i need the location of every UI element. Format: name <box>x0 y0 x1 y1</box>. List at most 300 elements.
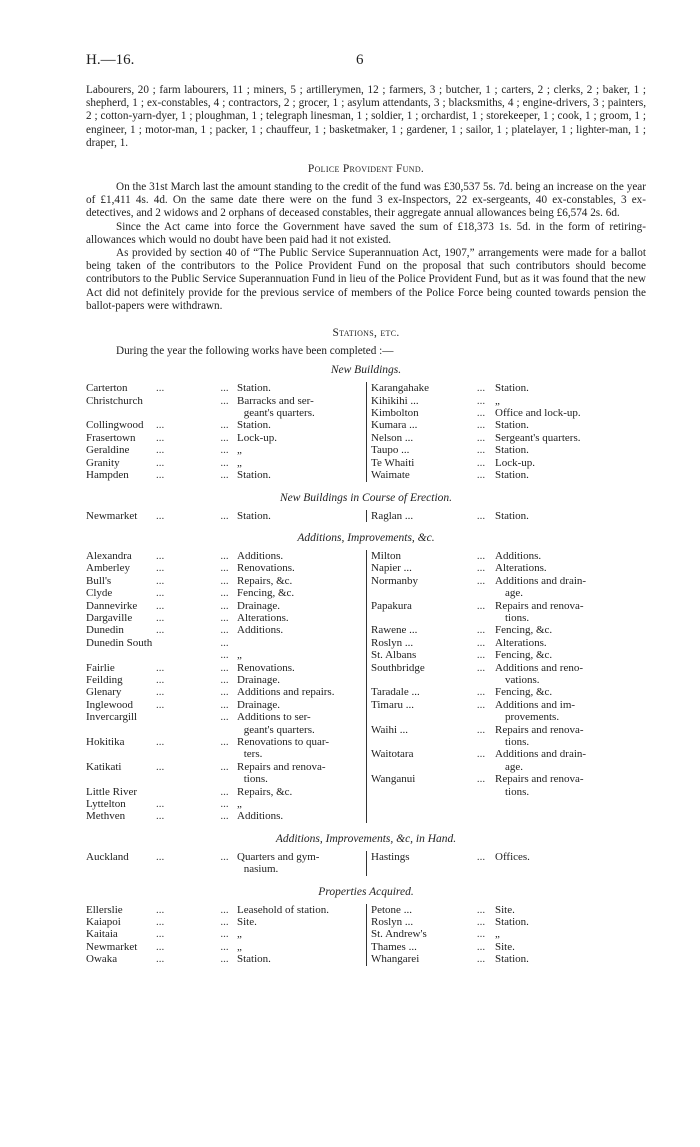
section-table <box>86 510 646 522</box>
leader-dots: ... <box>220 394 229 407</box>
table-row <box>86 761 366 773</box>
place-name: Invercargill <box>86 711 138 724</box>
table-row <box>371 686 646 698</box>
leader-dots: ... <box>220 599 229 612</box>
place-name: Hokitika <box>86 736 125 748</box>
place-name: Thames ... <box>371 940 417 953</box>
table-row <box>86 510 366 522</box>
place-name: Raglan ... <box>371 509 414 522</box>
work-description: Station. <box>237 509 271 522</box>
leader-dots: ... <box>220 624 229 637</box>
table-column-left <box>86 510 366 522</box>
table-row <box>86 941 366 953</box>
table-row <box>371 773 646 785</box>
section-title: New Buildings. <box>330 364 402 377</box>
place-name: Kaitaia <box>86 928 118 941</box>
place-name: Glenary <box>86 686 122 699</box>
work-description: „ <box>495 394 500 407</box>
place-name: Roslyn ... <box>371 916 414 929</box>
work-description: „ <box>237 649 242 662</box>
work-description: Renovations. <box>237 661 295 674</box>
place-name <box>371 786 467 798</box>
place-name: Whangarei <box>371 953 420 966</box>
work-description: ters. <box>243 748 263 761</box>
table-row <box>371 699 646 711</box>
work-description: Barracks and ser- <box>237 394 314 407</box>
leader-dots: ... <box>476 661 486 674</box>
place-name: Frasertown <box>86 431 136 444</box>
table-row <box>86 562 366 574</box>
table-row <box>371 562 646 574</box>
place-name: Milton <box>371 549 401 562</box>
leader-dots: ... <box>156 624 165 637</box>
work-description: tions. <box>505 611 530 624</box>
work-description: Site. <box>495 940 515 953</box>
table-row <box>371 674 646 686</box>
table-row <box>371 711 646 723</box>
table-row <box>86 550 366 562</box>
section-table <box>86 382 646 481</box>
leader-dots: ... <box>156 419 165 432</box>
leader-dots: ... <box>476 444 486 457</box>
work-description: geant's quarters. <box>243 723 315 736</box>
leader-dots <box>154 724 209 736</box>
place-name: Rawene ... <box>371 624 418 637</box>
leader-dots: ... <box>220 431 229 444</box>
place-name: Kaiapoi <box>86 916 121 929</box>
place-name: Normanby <box>371 574 419 587</box>
place-name: Ellerslie <box>86 903 123 916</box>
table-row <box>86 863 366 875</box>
work-description: Station. <box>495 469 529 482</box>
leader-dots <box>467 736 495 748</box>
work-description: „ <box>237 456 242 469</box>
leader-dots: ... <box>476 574 486 587</box>
place-name: Clyde <box>86 587 113 600</box>
report-reference: H.—16. <box>86 52 135 68</box>
place-name: Hastings <box>371 850 410 863</box>
leader-dots: ... <box>476 773 486 786</box>
place-name: St. Andrew's <box>371 928 427 941</box>
provident-heading: Police Provident Fund. <box>307 163 425 176</box>
leader-dots <box>467 674 495 686</box>
leader-dots: ... <box>476 382 486 395</box>
place-name: Nelson ... <box>371 431 414 444</box>
provident-paragraph-2: Since the Act came into force the Government have saved the sum of £18,373 1s. 5d. in the form of retiring-allowances which would no doubt have been paid had it not existed. <box>86 220 646 246</box>
leader-dots <box>154 863 209 875</box>
table-row <box>371 953 646 965</box>
work-description: Lock-up. <box>237 431 278 444</box>
work-description: Repairs and renova- <box>495 723 584 736</box>
place-name: Kihikihi ... <box>371 394 419 407</box>
work-description: tions. <box>505 736 530 748</box>
work-description: Additions to ser- <box>237 711 311 724</box>
table-row <box>86 798 366 810</box>
leader-dots <box>209 773 233 785</box>
work-description: Alterations. <box>495 562 547 575</box>
place-name: Waihi ... <box>371 723 408 736</box>
table-column-right <box>366 851 646 876</box>
place-name: Papakura <box>371 599 412 612</box>
table-row <box>86 395 366 407</box>
table-row <box>86 407 366 419</box>
leader-dots: ... <box>220 785 229 798</box>
place-name: Te Whaiti <box>371 456 415 469</box>
place-name: Little River <box>86 785 138 798</box>
leader-dots <box>467 761 495 773</box>
place-name: Dannevirke <box>86 599 138 612</box>
leader-dots: ... <box>476 407 486 420</box>
table-row <box>86 587 366 599</box>
leader-dots: ... <box>156 661 165 674</box>
leader-dots: ... <box>156 574 165 587</box>
work-description: Site. <box>237 916 257 929</box>
work-description: provements. <box>505 711 560 724</box>
place-name: Lyttelton <box>86 798 126 811</box>
section-table <box>86 851 646 876</box>
work-description: Additions. <box>237 624 284 637</box>
work-description: Repairs and renova- <box>495 599 584 612</box>
place-name: Carterton <box>86 382 128 395</box>
work-description: Station. <box>237 469 271 482</box>
leader-dots: ... <box>156 509 165 522</box>
leader-dots: ... <box>156 673 165 686</box>
work-description: Site. <box>495 903 515 916</box>
place-name: Dunedin <box>86 624 124 637</box>
occupations-paragraph: Labourers, 20 ; farm labourers, 11 ; miners, 5 ; artillerymen, 12 ; farmers, 3 ; butcher, 1 ; carters, 2 ; clerks, 2 ; baker, 1 ; shepherd, 1 ; ex-constables, 4 ; contractors, 2 ; grocer, 1 ; asylum attendants, 3 ; blacksmiths, 4 ; engine-drivers, 3 ; painters, 2 ; cotton-yarn-dyer, 1 ; ploughman, 1 ; telegraph linesman, 1 ; soldier, 1 ; orchardist, 1 ; storekeeper, 1 ; cook, 1 ; groom, 1 ; engineer, 1 ; motor-man, 1 ; packer, 1 ; chauffeur, 1 ; basketmaker, 1 ; gardener, 1 ; sailor, 1 ; platelayer, 1 ; lighter-man, 1 ; draper, 1. <box>86 84 646 149</box>
leader-dots: ... <box>476 953 486 966</box>
leader-dots: ... <box>156 562 165 575</box>
leader-dots: ... <box>156 953 165 966</box>
leader-dots <box>209 724 233 736</box>
leader-dots: ... <box>476 549 486 562</box>
leader-dots: ... <box>476 394 486 407</box>
leader-dots: ... <box>156 810 165 823</box>
work-description: Drainage. <box>237 673 281 686</box>
place-name: Newmarket <box>86 509 138 522</box>
place-name <box>86 407 154 419</box>
place-name: Dargaville <box>86 611 133 624</box>
work-description: Station. <box>495 419 529 432</box>
leader-dots: ... <box>220 611 229 624</box>
place-name <box>371 711 467 723</box>
place-name: Inglewood <box>86 698 134 711</box>
place-name: Hampden <box>86 469 129 482</box>
table-row <box>371 510 646 522</box>
leader-dots: ... <box>476 916 486 929</box>
table-row <box>371 550 646 562</box>
leader-dots: ... <box>220 509 229 522</box>
table-row <box>371 724 646 736</box>
leader-dots <box>156 395 212 407</box>
place-name: Katikati <box>86 760 122 773</box>
place-name: St. Albans <box>371 649 417 662</box>
place-name: Taupo ... <box>371 444 410 457</box>
work-description: Repairs and renova- <box>495 773 584 786</box>
work-description: Repairs, &c. <box>237 785 293 798</box>
leader-dots: ... <box>220 760 229 773</box>
table-row <box>371 649 646 661</box>
work-description: Station. <box>237 382 271 395</box>
leader-dots: ... <box>220 673 229 686</box>
leader-dots <box>209 863 233 875</box>
leader-dots: ... <box>476 419 486 432</box>
place-name: Dunedin South <box>86 636 153 649</box>
leader-dots: ... <box>220 810 229 823</box>
table-row <box>371 382 646 394</box>
page-number: 6 <box>356 52 364 68</box>
leader-dots: ... <box>220 698 229 711</box>
table-row <box>371 612 646 624</box>
work-description: Repairs, &c. <box>237 574 293 587</box>
table-row <box>371 624 646 636</box>
leader-dots: ... <box>476 624 486 637</box>
leader-dots <box>209 407 233 419</box>
section-title: Properties Acquired. <box>318 885 414 898</box>
place-name: Karangahake <box>371 382 430 395</box>
place-name: Newmarket <box>86 940 138 953</box>
leader-dots <box>156 649 212 661</box>
leader-dots: ... <box>156 599 165 612</box>
leader-dots <box>154 407 209 419</box>
leader-dots <box>467 612 495 624</box>
leader-dots: ... <box>220 903 229 916</box>
leader-dots: ... <box>156 798 165 811</box>
leader-dots: ... <box>220 686 229 699</box>
work-description: Renovations. <box>237 562 295 575</box>
table-row <box>371 407 646 419</box>
leader-dots: ... <box>156 850 165 863</box>
leader-dots: ... <box>220 711 229 724</box>
table-row <box>371 904 646 916</box>
table-row <box>86 444 366 456</box>
table-row <box>371 662 646 674</box>
document-page <box>86 52 646 966</box>
work-description: Station. <box>495 953 529 966</box>
place-name: Alexandra <box>86 549 132 562</box>
work-description: Office and lock-up. <box>495 407 581 420</box>
place-name: Collingwood <box>86 419 144 432</box>
leader-dots: ... <box>220 587 229 600</box>
work-description: Station. <box>495 444 529 457</box>
leader-dots: ... <box>156 928 165 941</box>
leader-dots <box>467 711 495 723</box>
place-name: Timaru ... <box>371 698 414 711</box>
work-description: Fencing, &c. <box>237 587 295 600</box>
place-name: Christchurch <box>86 394 143 407</box>
stations-heading: Stations, etc. <box>332 327 400 340</box>
table-row <box>86 649 366 661</box>
work-description: Offices. <box>495 850 530 863</box>
place-name: Roslyn ... <box>371 636 414 649</box>
table-row <box>86 469 366 481</box>
table-column-right <box>366 382 646 481</box>
table-row <box>86 711 366 723</box>
leader-dots <box>156 711 212 723</box>
work-description: tions. <box>243 773 268 786</box>
leader-dots: ... <box>220 649 229 662</box>
leader-dots: ... <box>476 686 486 699</box>
work-description: „ <box>237 928 242 941</box>
table-row <box>86 612 366 624</box>
table-row <box>86 736 366 748</box>
table-row <box>86 674 366 686</box>
leader-dots: ... <box>476 431 486 444</box>
table-row <box>86 773 366 785</box>
place-name <box>371 674 467 686</box>
work-description: „ <box>237 940 242 953</box>
leader-dots: ... <box>476 469 486 482</box>
leader-dots: ... <box>156 456 165 469</box>
work-description: „ <box>495 928 500 941</box>
leader-dots: ... <box>476 850 486 863</box>
table-row <box>86 953 366 965</box>
leader-dots: ... <box>156 469 165 482</box>
leader-dots: ... <box>220 940 229 953</box>
leader-dots: ... <box>220 916 229 929</box>
table-row <box>86 851 366 863</box>
place-name: Fairlie <box>86 661 115 674</box>
section-table <box>86 550 646 823</box>
work-description: Additions. <box>495 549 542 562</box>
leader-dots: ... <box>156 611 165 624</box>
work-description: Station. <box>237 419 271 432</box>
leader-dots: ... <box>476 599 486 612</box>
leader-dots: ... <box>156 940 165 953</box>
work-description: Additions and drain- <box>495 748 587 761</box>
place-name: Petone ... <box>371 903 412 916</box>
leader-dots: ... <box>220 562 229 575</box>
work-description: Additions. <box>237 549 284 562</box>
table-row <box>86 699 366 711</box>
table-row <box>86 382 366 394</box>
place-name <box>371 612 467 624</box>
work-description: Station. <box>495 382 529 395</box>
leader-dots <box>156 786 212 798</box>
section-table <box>86 904 646 966</box>
table-column-right <box>366 904 646 966</box>
place-name: Waitotara <box>371 748 414 761</box>
leader-dots: ... <box>156 444 165 457</box>
leader-dots: ... <box>220 928 229 941</box>
leader-dots: ... <box>476 456 486 469</box>
leader-dots: ... <box>220 798 229 811</box>
place-name <box>86 748 154 760</box>
work-description: Station. <box>237 953 271 966</box>
table-row <box>86 637 366 649</box>
table-row <box>371 444 646 456</box>
place-name: Granity <box>86 456 120 469</box>
leader-dots: ... <box>476 928 486 941</box>
provident-paragraph-3: As provided by section 40 of “The Public Service Superannuation Act, 1907,” arrangements were made for a ballot being taken of the contributors to the Police Provident Fund on the proposal that such contributors should become contributors to the Public Service Superannuation Fund in lieu of the Police Provident Fund, but as it was found that the new Act did not definitely provide for the previous service of members of the Police Force being counted towards pension the ballot-papers were withdrawn. <box>86 247 646 312</box>
table-row <box>86 686 366 698</box>
work-description: Additions. <box>237 810 284 823</box>
place-name: Waimate <box>371 469 410 482</box>
leader-dots: ... <box>220 736 229 748</box>
work-description <box>237 637 362 649</box>
table-row <box>86 916 366 928</box>
place-name: Kumara ... <box>371 419 418 432</box>
leader-dots <box>467 786 495 798</box>
place-name <box>86 649 156 661</box>
work-description: Additions and im- <box>495 698 576 711</box>
table-column-right <box>366 510 646 522</box>
place-name <box>371 736 467 748</box>
leader-dots: ... <box>156 916 165 929</box>
leader-dots: ... <box>476 940 486 953</box>
leader-dots: ... <box>220 382 229 395</box>
leader-dots: ... <box>156 686 165 699</box>
leader-dots: ... <box>220 419 229 432</box>
place-name: Southbridge <box>371 661 425 674</box>
stations-intro: During the year the following works have been completed :— <box>116 345 394 358</box>
section-title: Additions, Improvements, &c, in Hand. <box>275 832 457 845</box>
place-name: Bull's <box>86 574 112 587</box>
table-row <box>86 662 366 674</box>
table-row <box>86 786 366 798</box>
place-name: Feilding <box>86 673 123 686</box>
leader-dots: ... <box>476 903 486 916</box>
table-row <box>86 419 366 431</box>
work-description: Additions and repairs. <box>237 686 335 699</box>
work-description: vations. <box>505 673 540 686</box>
table-row <box>86 810 366 822</box>
leader-dots <box>467 587 495 599</box>
work-description: „ <box>237 798 242 811</box>
leader-dots: ... <box>220 953 229 966</box>
leader-dots: ... <box>220 469 229 482</box>
table-row <box>86 624 366 636</box>
leader-dots <box>154 773 209 785</box>
table-row <box>371 469 646 481</box>
table-row <box>86 748 366 760</box>
table-row <box>371 637 646 649</box>
work-description: nasium. <box>243 863 279 876</box>
leader-dots: ... <box>476 649 486 662</box>
leader-dots: ... <box>476 636 486 649</box>
place-name <box>86 863 154 875</box>
work-description: „ <box>237 444 242 457</box>
leader-dots: ... <box>220 456 229 469</box>
leader-dots: ... <box>220 574 229 587</box>
work-description: Fencing, &c. <box>495 686 553 699</box>
leader-dots: ... <box>156 736 165 748</box>
table-row <box>371 419 646 431</box>
place-name: Kimbolton <box>371 407 419 420</box>
work-description: age. <box>505 587 524 600</box>
section-title: New Buildings in Course of Erection. <box>279 491 453 504</box>
table-row <box>86 432 366 444</box>
table-row <box>86 600 366 612</box>
table-row <box>371 736 646 748</box>
table-row <box>371 941 646 953</box>
leader-dots: ... <box>156 760 165 773</box>
work-description: Sergeant's quarters. <box>495 431 581 444</box>
work-description: Fencing, &c. <box>495 649 553 662</box>
place-name: Wanganui <box>371 773 416 786</box>
work-description: tions. <box>505 785 530 798</box>
leader-dots: ... <box>476 509 486 522</box>
table-column-left <box>86 904 366 966</box>
table-column-left <box>86 382 366 481</box>
place-name <box>86 724 154 736</box>
page-header <box>86 52 646 76</box>
work-description: Station. <box>495 916 529 929</box>
table-row <box>86 575 366 587</box>
place-name: Napier ... <box>371 562 412 575</box>
leader-dots: ... <box>220 850 229 863</box>
work-description: Fencing, &c. <box>495 624 553 637</box>
